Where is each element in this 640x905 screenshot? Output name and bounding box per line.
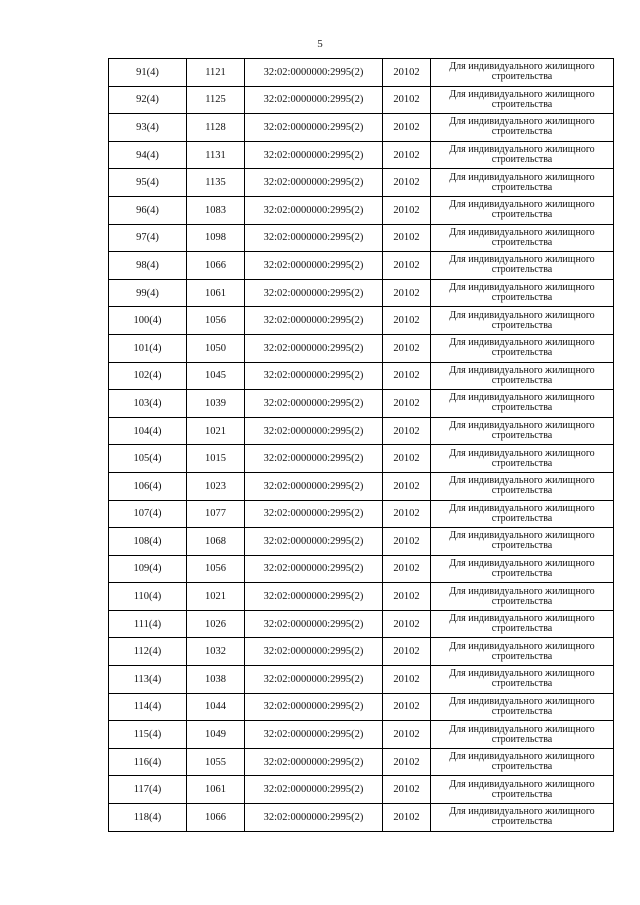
cell-permitted-use: Для индивидуального жилищного строительства	[431, 196, 614, 224]
cell-cadastral-number: 32:02:0000000:2995(2)	[245, 528, 383, 556]
cell-permitted-use: Для индивидуального жилищного строительства	[431, 86, 614, 114]
table-row	[109, 500, 614, 528]
cell-permitted-use: Для индивидуального жилищного строительства	[431, 555, 614, 583]
cell-cadastral-number: 32:02:0000000:2995(2)	[245, 583, 383, 611]
cell-plot-number: 92(4)	[109, 86, 187, 114]
cell-permitted-use: Для индивидуального жилищного строительства	[431, 804, 614, 832]
cell-code: 20102	[383, 638, 431, 666]
cell-permitted-use: Для индивидуального жилищного строительства	[431, 583, 614, 611]
cell-code: 20102	[383, 721, 431, 749]
cell-area: 1061	[187, 776, 245, 804]
table-row	[109, 555, 614, 583]
cell-code: 20102	[383, 86, 431, 114]
cell-permitted-use: Для индивидуального жилищного строительства	[431, 390, 614, 418]
cell-permitted-use: Для индивидуального жилищного строительства	[431, 500, 614, 528]
table-row	[109, 721, 614, 749]
cell-cadastral-number: 32:02:0000000:2995(2)	[245, 445, 383, 473]
cell-area: 1049	[187, 721, 245, 749]
cell-plot-number: 106(4)	[109, 472, 187, 500]
cell-area: 1066	[187, 252, 245, 280]
cell-cadastral-number: 32:02:0000000:2995(2)	[245, 86, 383, 114]
cell-cadastral-number: 32:02:0000000:2995(2)	[245, 610, 383, 638]
cell-area: 1056	[187, 555, 245, 583]
cell-permitted-use: Для индивидуального жилищного строительства	[431, 776, 614, 804]
table-row	[109, 114, 614, 142]
cell-permitted-use: Для индивидуального жилищного строительства	[431, 334, 614, 362]
cell-area: 1068	[187, 528, 245, 556]
table-row	[109, 417, 614, 445]
cell-code: 20102	[383, 307, 431, 335]
cell-area: 1128	[187, 114, 245, 142]
cell-cadastral-number: 32:02:0000000:2995(2)	[245, 224, 383, 252]
cell-cadastral-number: 32:02:0000000:2995(2)	[245, 555, 383, 583]
cell-code: 20102	[383, 141, 431, 169]
cell-area: 1023	[187, 472, 245, 500]
cell-code: 20102	[383, 169, 431, 197]
cell-area: 1032	[187, 638, 245, 666]
cell-plot-number: 116(4)	[109, 748, 187, 776]
cell-plot-number: 111(4)	[109, 610, 187, 638]
cell-area: 1039	[187, 390, 245, 418]
table-row	[109, 528, 614, 556]
cell-cadastral-number: 32:02:0000000:2995(2)	[245, 334, 383, 362]
cell-permitted-use: Для индивидуального жилищного строительства	[431, 528, 614, 556]
cell-code: 20102	[383, 417, 431, 445]
cell-plot-number: 107(4)	[109, 500, 187, 528]
table-row	[109, 693, 614, 721]
cell-cadastral-number: 32:02:0000000:2995(2)	[245, 169, 383, 197]
cell-plot-number: 115(4)	[109, 721, 187, 749]
cell-code: 20102	[383, 390, 431, 418]
table-row	[109, 169, 614, 197]
table-row	[109, 748, 614, 776]
cell-cadastral-number: 32:02:0000000:2995(2)	[245, 804, 383, 832]
cell-plot-number: 103(4)	[109, 390, 187, 418]
cell-plot-number: 96(4)	[109, 196, 187, 224]
cell-code: 20102	[383, 666, 431, 694]
cell-code: 20102	[383, 445, 431, 473]
cell-area: 1066	[187, 804, 245, 832]
cell-cadastral-number: 32:02:0000000:2995(2)	[245, 141, 383, 169]
table-row	[109, 59, 614, 87]
cell-code: 20102	[383, 224, 431, 252]
cell-plot-number: 95(4)	[109, 169, 187, 197]
table-row	[109, 472, 614, 500]
cell-area: 1026	[187, 610, 245, 638]
table-row	[109, 776, 614, 804]
cell-cadastral-number: 32:02:0000000:2995(2)	[245, 776, 383, 804]
table-row	[109, 390, 614, 418]
cell-plot-number: 101(4)	[109, 334, 187, 362]
cell-code: 20102	[383, 196, 431, 224]
cell-permitted-use: Для индивидуального жилищного строительства	[431, 141, 614, 169]
cell-code: 20102	[383, 583, 431, 611]
cell-cadastral-number: 32:02:0000000:2995(2)	[245, 472, 383, 500]
cell-plot-number: 113(4)	[109, 666, 187, 694]
table-row	[109, 334, 614, 362]
cell-plot-number: 109(4)	[109, 555, 187, 583]
cell-code: 20102	[383, 528, 431, 556]
cell-area: 1045	[187, 362, 245, 390]
cell-cadastral-number: 32:02:0000000:2995(2)	[245, 279, 383, 307]
cell-area: 1061	[187, 279, 245, 307]
cell-area: 1125	[187, 86, 245, 114]
cell-permitted-use: Для индивидуального жилищного строительства	[431, 417, 614, 445]
table-row	[109, 86, 614, 114]
cell-cadastral-number: 32:02:0000000:2995(2)	[245, 114, 383, 142]
cell-plot-number: 94(4)	[109, 141, 187, 169]
cell-code: 20102	[383, 472, 431, 500]
parcels-table	[108, 58, 614, 832]
cell-plot-number: 112(4)	[109, 638, 187, 666]
cell-area: 1077	[187, 500, 245, 528]
cell-cadastral-number: 32:02:0000000:2995(2)	[245, 362, 383, 390]
cell-area: 1038	[187, 666, 245, 694]
cell-code: 20102	[383, 334, 431, 362]
cell-area: 1021	[187, 583, 245, 611]
cell-area: 1121	[187, 59, 245, 87]
cell-area: 1021	[187, 417, 245, 445]
cell-area: 1044	[187, 693, 245, 721]
table-row	[109, 583, 614, 611]
cell-area: 1131	[187, 141, 245, 169]
cell-plot-number: 102(4)	[109, 362, 187, 390]
cell-plot-number: 105(4)	[109, 445, 187, 473]
cell-plot-number: 100(4)	[109, 307, 187, 335]
table-row	[109, 610, 614, 638]
cell-plot-number: 117(4)	[109, 776, 187, 804]
table-row	[109, 252, 614, 280]
cell-code: 20102	[383, 776, 431, 804]
cell-cadastral-number: 32:02:0000000:2995(2)	[245, 252, 383, 280]
cell-plot-number: 118(4)	[109, 804, 187, 832]
cell-cadastral-number: 32:02:0000000:2995(2)	[245, 693, 383, 721]
cell-area: 1056	[187, 307, 245, 335]
cell-permitted-use: Для индивидуального жилищного строительства	[431, 721, 614, 749]
cell-cadastral-number: 32:02:0000000:2995(2)	[245, 748, 383, 776]
cell-code: 20102	[383, 555, 431, 583]
table-row	[109, 638, 614, 666]
cell-permitted-use: Для индивидуального жилищного строительства	[431, 362, 614, 390]
cell-cadastral-number: 32:02:0000000:2995(2)	[245, 666, 383, 694]
cell-permitted-use: Для индивидуального жилищного строительства	[431, 169, 614, 197]
cell-area: 1098	[187, 224, 245, 252]
cell-plot-number: 91(4)	[109, 59, 187, 87]
table-row	[109, 307, 614, 335]
cell-plot-number: 108(4)	[109, 528, 187, 556]
table-row	[109, 362, 614, 390]
cell-cadastral-number: 32:02:0000000:2995(2)	[245, 500, 383, 528]
cell-permitted-use: Для индивидуального жилищного строительства	[431, 59, 614, 87]
cell-permitted-use: Для индивидуального жилищного строительства	[431, 610, 614, 638]
table-row	[109, 196, 614, 224]
cell-permitted-use: Для индивидуального жилищного строительства	[431, 748, 614, 776]
cell-plot-number: 114(4)	[109, 693, 187, 721]
cell-code: 20102	[383, 693, 431, 721]
cell-permitted-use: Для индивидуального жилищного строительства	[431, 693, 614, 721]
cell-cadastral-number: 32:02:0000000:2995(2)	[245, 721, 383, 749]
cell-code: 20102	[383, 610, 431, 638]
cell-code: 20102	[383, 748, 431, 776]
cell-permitted-use: Для индивидуального жилищного строительства	[431, 114, 614, 142]
cell-area: 1055	[187, 748, 245, 776]
cell-cadastral-number: 32:02:0000000:2995(2)	[245, 417, 383, 445]
parcels-table-body	[109, 59, 614, 832]
cell-permitted-use: Для индивидуального жилищного строительства	[431, 445, 614, 473]
cell-area: 1015	[187, 445, 245, 473]
cell-cadastral-number: 32:02:0000000:2995(2)	[245, 196, 383, 224]
cell-cadastral-number: 32:02:0000000:2995(2)	[245, 59, 383, 87]
cell-permitted-use: Для индивидуального жилищного строительства	[431, 638, 614, 666]
table-row	[109, 141, 614, 169]
cell-permitted-use: Для индивидуального жилищного строительства	[431, 666, 614, 694]
cell-code: 20102	[383, 279, 431, 307]
cell-plot-number: 97(4)	[109, 224, 187, 252]
cell-plot-number: 104(4)	[109, 417, 187, 445]
cell-cadastral-number: 32:02:0000000:2995(2)	[245, 638, 383, 666]
cell-area: 1083	[187, 196, 245, 224]
table-row	[109, 666, 614, 694]
cell-cadastral-number: 32:02:0000000:2995(2)	[245, 390, 383, 418]
cell-area: 1050	[187, 334, 245, 362]
cell-permitted-use: Для индивидуального жилищного строительства	[431, 224, 614, 252]
cell-permitted-use: Для индивидуального жилищного строительства	[431, 472, 614, 500]
cell-code: 20102	[383, 804, 431, 832]
cell-code: 20102	[383, 500, 431, 528]
cell-permitted-use: Для индивидуального жилищного строительства	[431, 252, 614, 280]
cell-area: 1135	[187, 169, 245, 197]
table-row	[109, 804, 614, 832]
cell-plot-number: 110(4)	[109, 583, 187, 611]
page-number: 5	[317, 38, 323, 50]
table-row	[109, 279, 614, 307]
cell-plot-number: 93(4)	[109, 114, 187, 142]
table-row	[109, 224, 614, 252]
cell-plot-number: 99(4)	[109, 279, 187, 307]
cell-plot-number: 98(4)	[109, 252, 187, 280]
table-row	[109, 445, 614, 473]
cell-permitted-use: Для индивидуального жилищного строительства	[431, 307, 614, 335]
cell-code: 20102	[383, 59, 431, 87]
cell-cadastral-number: 32:02:0000000:2995(2)	[245, 307, 383, 335]
cell-code: 20102	[383, 114, 431, 142]
cell-code: 20102	[383, 252, 431, 280]
cell-code: 20102	[383, 362, 431, 390]
cell-permitted-use: Для индивидуального жилищного строительства	[431, 279, 614, 307]
